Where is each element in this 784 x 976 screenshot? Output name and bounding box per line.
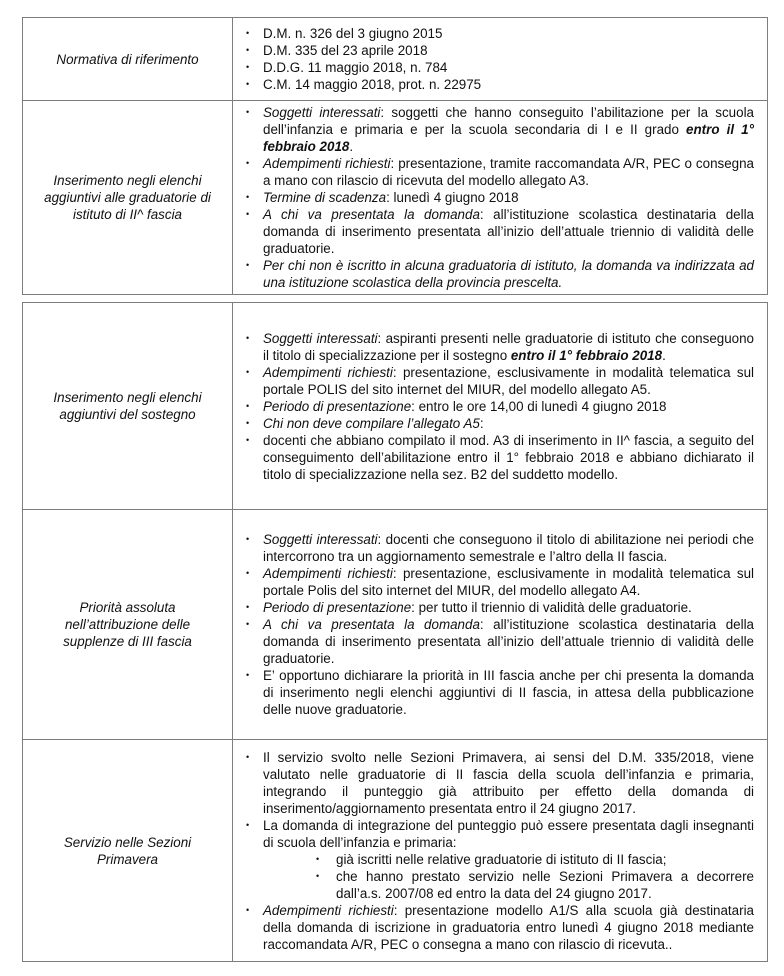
bullet-text (263, 667, 754, 718)
text-segment: : entro le ore 14,00 di lunedì 4 giugno 2018 (411, 398, 667, 414)
bullet-item (246, 104, 754, 155)
text-segment: : all’istituzione scolastica destinataria della domanda di inserimento presentata all’inizio dell’attuale triennio di validità delle graduatorie. (263, 617, 754, 666)
bullet-item (246, 599, 754, 616)
row-header-line: Primavera (96, 851, 159, 867)
row-header-label (64, 834, 191, 868)
text-segment: : aspiranti presenti nelle graduatorie di istituto che conseguono il titolo di specializzazione per il sostegno (263, 330, 754, 363)
bullet-icon: • (246, 62, 250, 72)
text-segment: D.D.G. 11 maggio 2018, n. 784 (263, 60, 448, 75)
row-header-line: supplenze di III fascia (63, 634, 192, 649)
text-segment: Soggetti interessati (263, 105, 381, 120)
bullet-icon: • (246, 209, 250, 219)
bullet-text (336, 868, 754, 902)
text-segment: Il servizio svolto nelle Sezioni Primavera, ai sensi del D.M. 335/2018, viene valutato nelle graduatorie di II fascia della scuola dell’infanzia e primaria, integrando il punteggio già attribuito per effetto della domanda di inserimento/aggiornamento presentata entro il 24 giugno 2017. (263, 749, 754, 816)
text-segment: già iscritti nelle relative graduatorie di istituto di II fascia; (336, 851, 667, 867)
table-row (23, 509, 767, 739)
bullet-text (263, 104, 754, 155)
bullet-item (246, 749, 754, 817)
bullet-text (263, 76, 754, 93)
text-segment: entro il 1° febbraio 2018 (263, 122, 754, 154)
text-segment: A chi va presentata la domanda (263, 207, 480, 222)
row-header-line: Inserimento negli elenchi (53, 173, 202, 188)
row-header-label (44, 172, 211, 223)
text-segment: docenti che abbiano compilato il mod. A3 di inserimento in II^ fascia, a seguito del conseguimento dell’abilitazione entro il 1° febbraio 2018 e abbiano dichiarato il titolo di specializzazione nella sez. B2 del suddetto modello. (263, 432, 754, 482)
bullet-icon: • (246, 819, 250, 830)
bullet-item (246, 531, 754, 565)
bullet-text (263, 330, 754, 364)
adempimenti-table (22, 302, 768, 962)
bullet-text (263, 189, 754, 206)
text-segment: A chi va presentata la domanda (263, 617, 480, 632)
bullet-item (246, 42, 754, 59)
bullet-text (263, 257, 754, 291)
bullet-text (263, 364, 754, 398)
bullet-icon: • (246, 45, 250, 55)
row-content-cell (233, 303, 767, 509)
text-segment: D.M. 335 del 23 aprile 2018 (263, 43, 428, 58)
text-segment: Soggetti interessati (263, 330, 378, 346)
bullet-item (246, 364, 754, 398)
table-row (23, 303, 767, 509)
row-content-cell (233, 18, 767, 100)
text-segment: Adempimenti richiesti (263, 364, 393, 380)
row-content-cell (233, 740, 767, 961)
bullet-icon: • (246, 332, 250, 343)
text-segment: : docenti che conseguono il titolo di abilitazione nei periodi che intercorrono tra un aggiornamento semestrale e l’altro della II fascia. (263, 532, 754, 564)
table-row (23, 739, 767, 961)
row-content-cell (233, 510, 767, 739)
text-segment: Periodo di presentazione (263, 398, 412, 414)
bullet-item (246, 616, 754, 667)
row-header-cell (23, 18, 233, 100)
text-segment: entro il 1° febbraio 2018 (510, 347, 663, 363)
text-segment: Adempimenti richiesti (263, 156, 391, 171)
text-segment: . (349, 139, 354, 154)
text-segment: Chi non deve compilare l’allegato A5 (263, 415, 480, 431)
bullet-icon: • (316, 870, 320, 881)
bullet-text (263, 749, 754, 817)
bullet-item (246, 25, 754, 42)
text-segment: Periodo di presentazione (263, 600, 412, 615)
bullet-icon: • (246, 434, 250, 445)
bullet-icon: • (246, 602, 250, 612)
bullet-icon: • (246, 670, 250, 680)
bullet-item (246, 155, 754, 189)
bullet-text (263, 565, 754, 599)
bullet-item (246, 206, 754, 257)
text-segment: Termine di scadenza (263, 190, 387, 205)
row-header-cell (23, 510, 233, 739)
row-header-line: aggiuntivi alle graduatorie di (44, 190, 211, 205)
text-segment: Soggetti interessati (263, 532, 378, 547)
text-segment: C.M. 14 maggio 2018, prot. n. 22975 (263, 77, 482, 92)
bullet-item (246, 330, 754, 364)
row-header-line: Normativa di riferimento (56, 51, 199, 67)
bullet-item (246, 817, 754, 851)
text-segment: E’ opportuno dichiarare la priorità in III fascia anche per chi presenta la domanda di inserimento negli elenchi aggiuntivi di II fascia, in attesa della pubblicazione delle nuove graduatorie. (263, 668, 754, 717)
bullet-icon: • (246, 904, 250, 915)
row-header-line: istituto di II^ fascia (73, 207, 182, 222)
bullet-icon: • (246, 158, 250, 168)
text-segment: Per chi non è iscritto in alcuna graduatoria di istituto, la domanda va indirizzata ad una istituzione scolastica della provincia prescelta. (263, 258, 754, 290)
bullet-icon: • (246, 534, 250, 544)
bullet-text (263, 616, 754, 667)
bullet-item (246, 59, 754, 76)
row-header-cell (23, 740, 233, 961)
bullet-text (263, 817, 754, 851)
bullet-icon: • (246, 260, 250, 270)
text-segment: che hanno prestato servizio nelle Sezioni Primavera a decorrere dall’a.s. 2007/08 ed entro la data del 24 giugno 2017. (336, 868, 754, 901)
text-segment: . (662, 347, 666, 363)
bullet-text (263, 398, 754, 415)
text-segment: : presentazione, tramite raccomandata A/R, PEC o consegna a mano con rilascio di ricevuta del modello allegato A3. (263, 156, 754, 188)
row-header-label (53, 389, 201, 423)
bullet-icon: • (246, 751, 250, 762)
row-header-line: nell’attribuzione delle (64, 617, 191, 632)
bullet-icon: • (246, 107, 250, 117)
bullet-icon: • (246, 28, 250, 38)
text-segment: : all’istituzione scolastica destinataria della domanda di inserimento presentata all’inizio dell’attuale triennio di validità delle graduatorie. (263, 207, 754, 256)
text-segment: Adempimenti richiesti (263, 902, 394, 918)
row-header-line: aggiuntivi del sostegno (59, 407, 196, 422)
bullet-icon: • (246, 79, 250, 89)
bullet-item (246, 565, 754, 599)
bullet-text (263, 42, 754, 59)
bullet-item (246, 902, 754, 953)
text-segment: Adempimenti richiesti (263, 566, 393, 581)
row-header-line: Priorità assoluta (79, 600, 176, 615)
bullet-text (263, 599, 754, 616)
row-header-label (63, 599, 192, 650)
table-row (23, 18, 767, 100)
text-segment: : per tutto il triennio di validità delle graduatorie. (411, 600, 692, 615)
bullet-icon: • (316, 853, 320, 864)
bullet-text (263, 902, 754, 953)
text-segment: D.M. n. 326 del 3 giugno 2015 (263, 26, 443, 41)
bullet-text (263, 531, 754, 565)
bullet-icon: • (246, 366, 250, 377)
text-segment: : soggetti che hanno conseguito l’abilitazione per la scuola dell’infanzia e primaria e per la scuola secondaria di I e II grado (263, 105, 754, 137)
bullet-text (263, 432, 754, 483)
document-page (22, 17, 768, 962)
text-segment: : (479, 415, 484, 431)
bullet-text (336, 851, 754, 868)
text-segment: : presentazione modello A1/S alla scuola già destinataria della domanda di iscrizione in graduatoria entro lunedì 4 giugno 2018 mediante raccomandata A/R, PEC o consegna a mano con rilascio di ricevuta.. (263, 902, 754, 952)
bullet-item (246, 432, 754, 483)
sub-bullet-item (316, 868, 754, 902)
bullet-icon: • (246, 192, 250, 202)
table-row (23, 100, 767, 294)
row-content-cell (233, 101, 767, 294)
bullet-text (263, 25, 754, 42)
bullet-text (263, 59, 754, 76)
row-header-line: Servizio nelle Sezioni (63, 834, 192, 850)
row-header-line: Inserimento negli elenchi (53, 390, 202, 405)
bullet-item (246, 667, 754, 718)
bullet-item (246, 189, 754, 206)
text-segment: : presentazione, esclusivamente in modalità telematica sul portale Polis del sito internet del MIUR, del modello allegato A4. (263, 566, 754, 598)
bullet-item (246, 257, 754, 291)
bullet-item (246, 76, 754, 93)
bullet-icon: • (246, 619, 250, 629)
text-segment: : presentazione, esclusivamente in modalità telematica sul portale POLIS del sito internet del MIUR, del modello allegato A5. (263, 364, 754, 397)
bullet-text (263, 415, 754, 432)
bullet-icon: • (246, 417, 250, 428)
bullet-item (246, 415, 754, 432)
row-header-cell (23, 101, 233, 294)
normativa-table (22, 17, 768, 295)
sub-bullet-item (316, 851, 754, 868)
row-header-label (56, 51, 198, 68)
bullet-icon: • (246, 568, 250, 578)
text-segment: : lunedì 4 giugno 2018 (386, 190, 519, 205)
bullet-text (263, 206, 754, 257)
row-header-cell (23, 303, 233, 509)
bullet-icon: • (246, 400, 250, 411)
text-segment: La domanda di integrazione del punteggio può essere presentata dagli insegnanti di scuola dell’infanzia e primaria: (263, 817, 754, 850)
bullet-item (246, 398, 754, 415)
bullet-text (263, 155, 754, 189)
